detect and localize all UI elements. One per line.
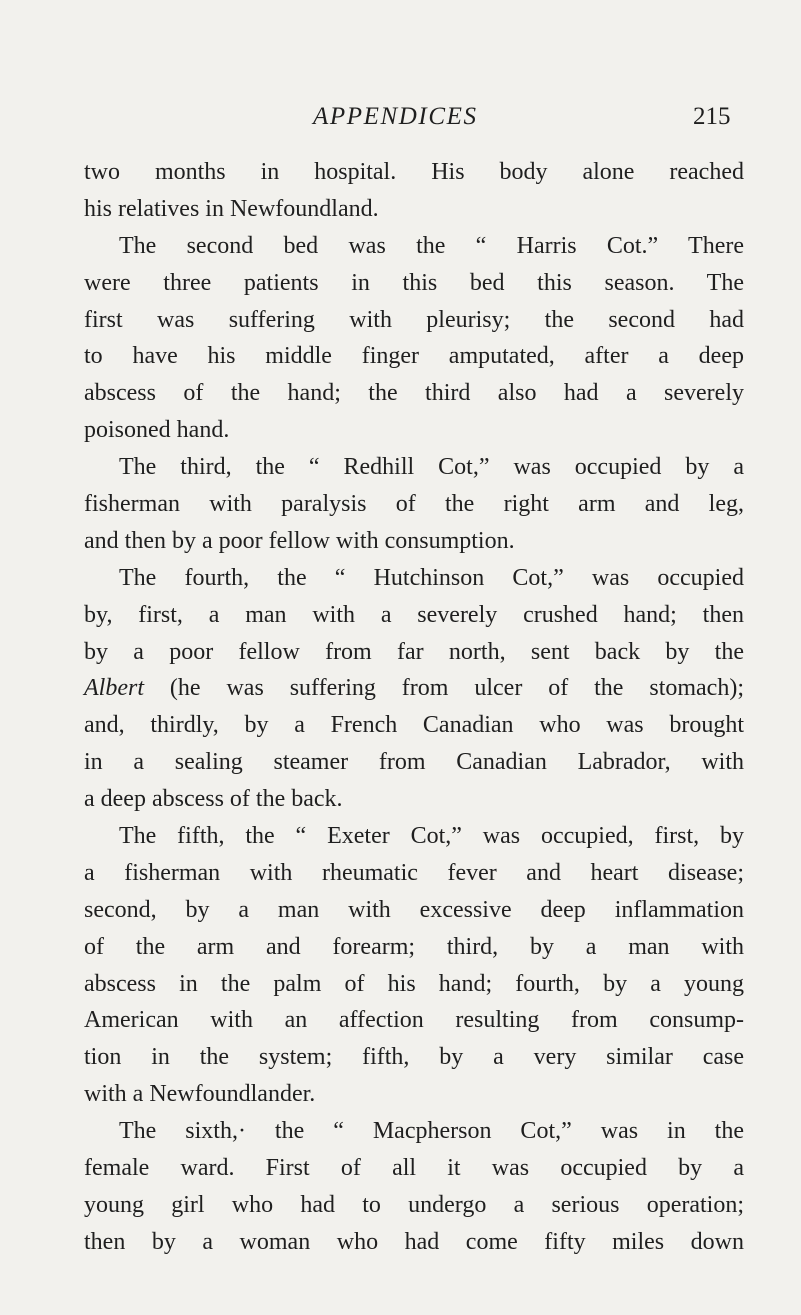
text-line: first was suffering with pleurisy; the second had — [84, 306, 744, 333]
text-line: by a poor fellow from far north, sent back by the — [84, 638, 744, 665]
text-line: in a sealing steamer from Canadian Labrador, with — [84, 749, 744, 776]
text-line: a deep abscess of the back. — [84, 786, 343, 813]
text-line: tion in the system; fifth, by a very similar case — [84, 1044, 744, 1071]
text-line-rest: (he was suffering from ulcer of the stomach); — [169, 675, 744, 702]
text-line: The fifth, the “ Exeter Cot,” was occupied, first, by — [119, 823, 744, 850]
text-line: with a Newfoundlander. — [84, 1081, 316, 1108]
text-line: female ward. First of all it was occupied by a — [84, 1155, 744, 1182]
text-line: fisherman with paralysis of the right arm and leg, — [84, 491, 744, 518]
text-line: and then by a poor fellow with consumption. — [84, 527, 515, 554]
text-line — [84, 670, 744, 707]
text-line: by, first, a man with a severely crushed hand; then — [84, 601, 744, 628]
body-text — [84, 154, 744, 1261]
text-line: second, by a man with excessive deep inflammation — [84, 896, 744, 923]
text-line: of the arm and forearm; third, by a man with — [84, 933, 744, 960]
text-line: abscess of the hand; the third also had a severely — [84, 380, 744, 407]
text-line: and, thirdly, by a French Canadian who was brought — [84, 712, 744, 739]
text-line: The sixth,· the “ Macpherson Cot,” was in the — [119, 1118, 744, 1145]
ship-name: Albert — [84, 675, 144, 702]
text-line: then by a woman who had come fifty miles down — [84, 1228, 744, 1255]
text-line: two months in hospital. His body alone reached — [84, 159, 744, 185]
text-line: The third, the “ Redhill Cot,” was occupied by a — [119, 454, 744, 481]
text-line: The fourth, the “ Hutchinson Cot,” was occupied — [119, 564, 744, 591]
text-line: The second bed was the “ Harris Cot.” There — [119, 232, 744, 259]
page-number: 215 — [693, 103, 731, 130]
text-line: American with an affection resulting from consump- — [84, 1007, 744, 1034]
text-line: to have his middle finger amputated, after a deep — [84, 343, 744, 370]
text-line: a fisherman with rheumatic fever and heart disease; — [84, 859, 744, 886]
text-line: young girl who had to undergo a serious operation; — [84, 1191, 744, 1218]
text-line: were three patients in this bed this season. The — [84, 269, 744, 296]
running-title: APPENDICES — [313, 103, 478, 130]
text-line: poisoned hand. — [84, 417, 230, 444]
text-line: abscess in the palm of his hand; fourth, by a young — [84, 970, 744, 997]
text-line: his relatives in Newfoundland. — [84, 195, 379, 222]
